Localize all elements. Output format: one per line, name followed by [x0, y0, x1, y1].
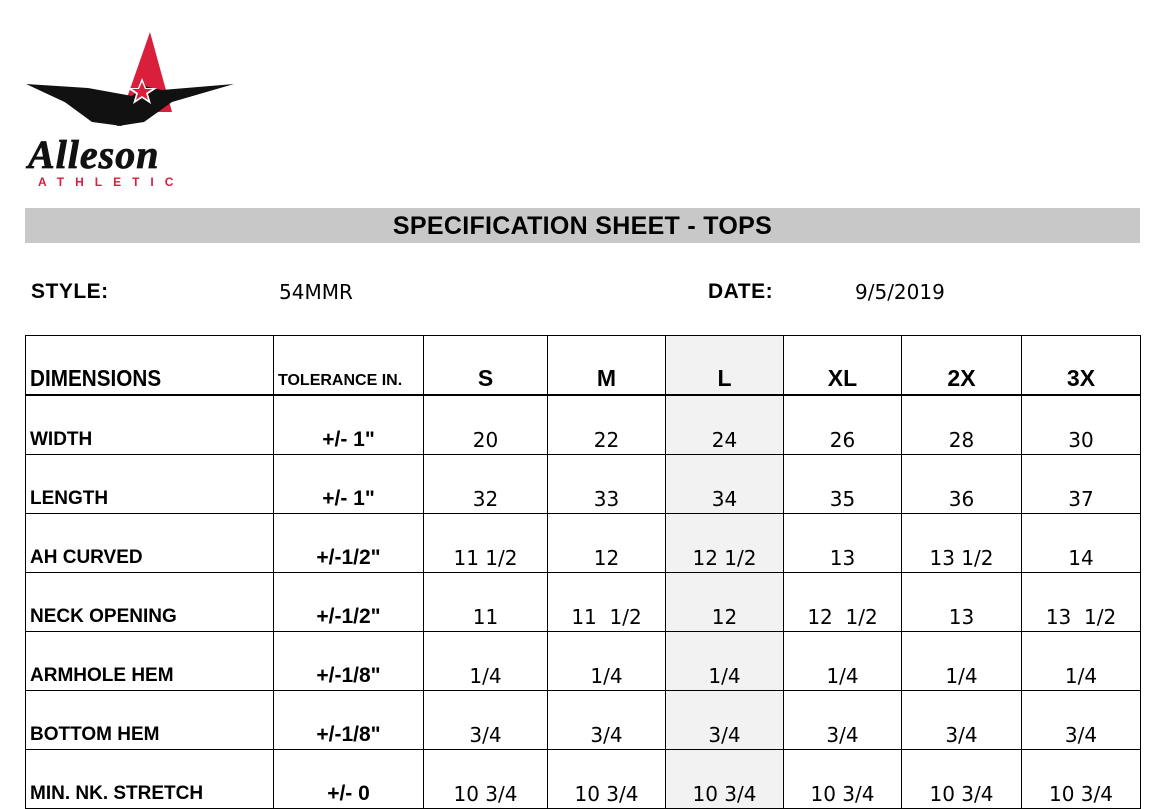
size-header-3x: 3X: [1022, 336, 1141, 396]
table-row: [26, 573, 1141, 632]
size-header-s: S: [424, 336, 548, 396]
size-value-m: 1/4: [548, 632, 666, 691]
size-value-m: 12: [548, 514, 666, 573]
svg-text:ATHLETIC: ATHLETIC: [38, 175, 185, 189]
size-value-l: 12 1/2: [666, 514, 784, 573]
header-row: [26, 336, 1141, 396]
dimension-label: AH CURVED: [26, 514, 274, 573]
size-value-3x: 14: [1022, 514, 1141, 573]
table-row: [26, 514, 1141, 573]
size-value-l: 1/4: [666, 632, 784, 691]
tolerance-value: +/-1/2": [274, 514, 424, 573]
sheet-title: SPECIFICATION SHEET - TOPS: [392, 212, 773, 240]
tolerance-header: TOLERANCE IN.: [274, 336, 424, 396]
size-value-xl: 13: [784, 514, 902, 573]
size-value-2x: 3/4: [902, 691, 1022, 750]
spec-table: [25, 335, 1141, 809]
tolerance-value: +/-1/8": [274, 632, 424, 691]
size-value-2x: 13 1/2: [902, 514, 1022, 573]
size-value-l: 24: [666, 395, 784, 455]
size-value-m: 22: [548, 395, 666, 455]
tolerance-value: +/- 1": [274, 455, 424, 514]
size-value-l: 3/4: [666, 691, 784, 750]
dimension-label: BOTTOM HEM: [26, 691, 274, 750]
tolerance-value: +/- 0: [274, 750, 424, 809]
size-value-2x: 28: [902, 395, 1022, 455]
dimensions-header: DIMENSIONS: [26, 336, 249, 396]
size-value-s: 3/4: [424, 691, 548, 750]
size-value-xl: 26: [784, 395, 902, 455]
dimension-label: NECK OPENING: [26, 573, 274, 632]
size-value-xl: 12 1/2: [784, 573, 902, 632]
size-value-xl: 10 3/4: [784, 750, 902, 809]
size-value-3x: 10 3/4: [1022, 750, 1141, 809]
date-value: 9/5/2019: [855, 280, 945, 304]
size-value-3x: 30: [1022, 395, 1141, 455]
size-header-l: L: [666, 336, 784, 396]
size-value-m: 33: [548, 455, 666, 514]
table-row: [26, 691, 1141, 750]
size-value-m: 3/4: [548, 691, 666, 750]
svg-text:Alleson: Alleson: [28, 132, 160, 177]
size-value-2x: 1/4: [902, 632, 1022, 691]
size-value-xl: 1/4: [784, 632, 902, 691]
table-row: [26, 395, 1141, 455]
size-value-s: 1/4: [424, 632, 548, 691]
size-header-m: M: [548, 336, 666, 396]
dimension-label: MIN. NK. STRETCH: [26, 750, 274, 809]
style-label: STYLE:: [31, 280, 109, 303]
tolerance-value: +/-1/2": [274, 573, 424, 632]
size-value-m: 10 3/4: [548, 750, 666, 809]
size-value-3x: 1/4: [1022, 632, 1141, 691]
size-value-s: 10 3/4: [424, 750, 548, 809]
size-value-2x: 36: [902, 455, 1022, 514]
size-value-l: 12: [666, 573, 784, 632]
table-row: [26, 632, 1141, 691]
date-label: DATE:: [708, 280, 774, 303]
table-row: [26, 455, 1141, 514]
size-value-3x: 13 1/2: [1022, 573, 1141, 632]
dimension-label: LENGTH: [26, 455, 274, 514]
table-row: [26, 750, 1141, 809]
size-value-l: 34: [666, 455, 784, 514]
alleson-athletic-logo: [22, 30, 237, 190]
style-value: 54MMR: [279, 280, 353, 304]
dimension-label: ARMHOLE HEM: [26, 632, 274, 691]
size-value-s: 32: [424, 455, 548, 514]
title-bar: [25, 208, 1140, 243]
dimension-label: WIDTH: [26, 395, 274, 455]
size-value-xl: 35: [784, 455, 902, 514]
size-header-xl: XL: [784, 336, 902, 396]
size-header-2x: 2X: [902, 336, 1022, 396]
size-value-m: 11 1/2: [548, 573, 666, 632]
size-value-2x: 10 3/4: [902, 750, 1022, 809]
size-value-3x: 3/4: [1022, 691, 1141, 750]
size-value-xl: 3/4: [784, 691, 902, 750]
size-value-3x: 37: [1022, 455, 1141, 514]
size-value-s: 20: [424, 395, 548, 455]
tolerance-value: +/-1/8": [274, 691, 424, 750]
size-value-l: 10 3/4: [666, 750, 784, 809]
size-value-s: 11: [424, 573, 548, 632]
tolerance-value: +/- 1": [274, 395, 424, 455]
size-value-2x: 13: [902, 573, 1022, 632]
size-value-s: 11 1/2: [424, 514, 548, 573]
